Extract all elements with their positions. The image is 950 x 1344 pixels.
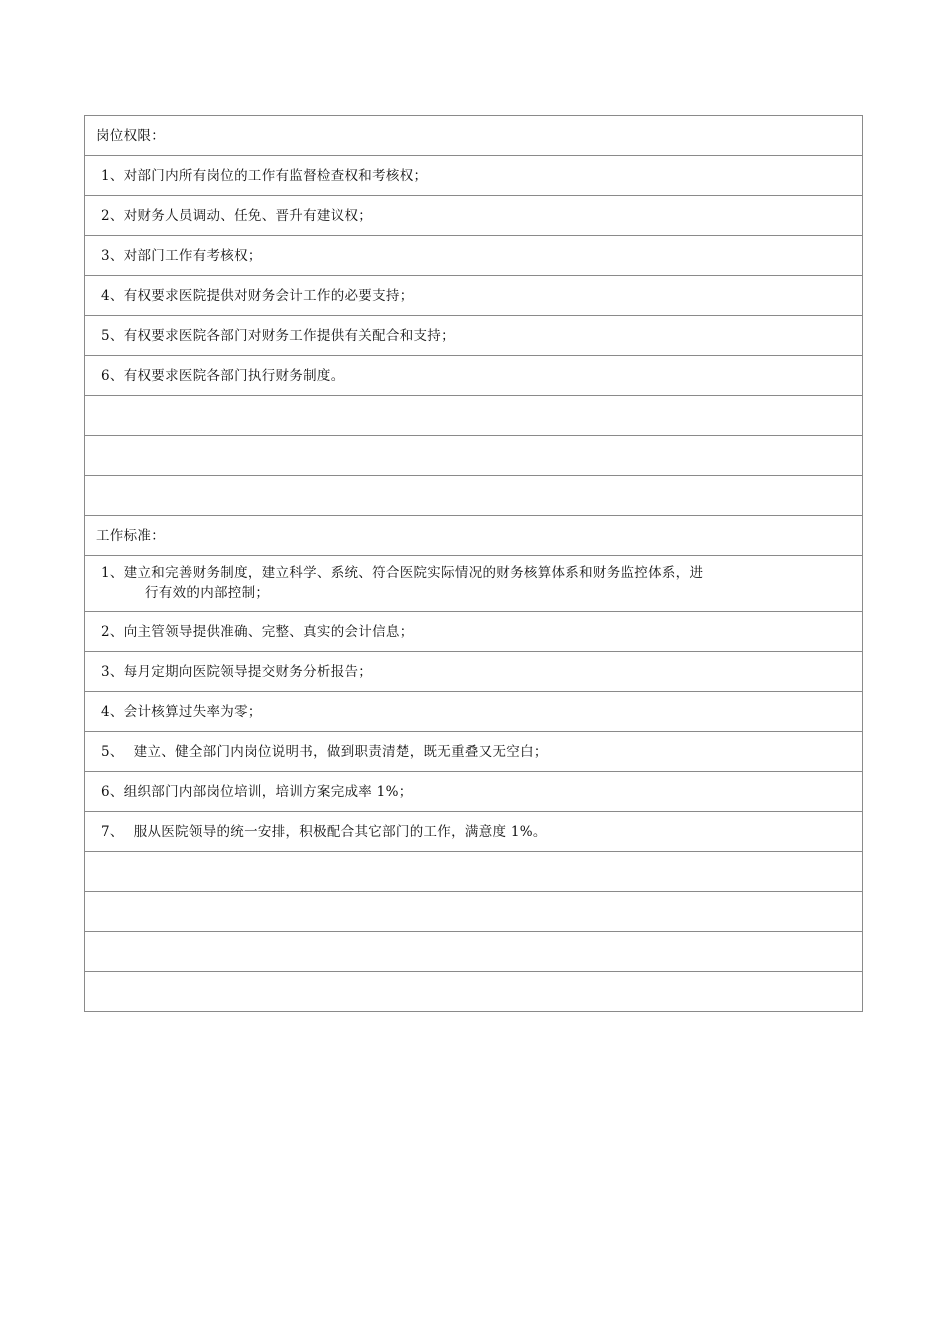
standards-item-7-text: 服从医院领导的统一安排，积极配合其它部门的工作，满意度 1%。 <box>133 823 547 840</box>
empty-row <box>85 476 863 516</box>
empty-cell <box>85 852 863 892</box>
empty-row <box>85 932 863 972</box>
standards-title: 工作标准： <box>85 516 863 556</box>
standards-item-6: 6、组织部门内部岗位培训，培训方案完成率 1%； <box>85 772 863 812</box>
table-row <box>85 732 863 772</box>
authority-header-row <box>85 116 863 156</box>
table-row <box>85 652 863 692</box>
empty-cell <box>85 932 863 972</box>
authority-item-5: 5、有权要求医院各部门对财务工作提供有关配合和支持； <box>85 316 863 356</box>
table-row <box>85 276 863 316</box>
standards-item-1 <box>85 556 863 612</box>
empty-row <box>85 396 863 436</box>
empty-row <box>85 852 863 892</box>
table-row <box>85 692 863 732</box>
standards-item-3: 3、每月定期向医院领导提交财务分析报告； <box>85 652 863 692</box>
table-row <box>85 812 863 852</box>
empty-cell <box>85 972 863 1012</box>
table-row <box>85 196 863 236</box>
empty-cell <box>85 892 863 932</box>
empty-row <box>85 972 863 1012</box>
table-row <box>85 772 863 812</box>
standards-header-row <box>85 516 863 556</box>
table-row <box>85 612 863 652</box>
standards-item-4: 4、会计核算过失率为零； <box>85 692 863 732</box>
empty-cell <box>85 476 863 516</box>
authority-title: 岗位权限： <box>85 116 863 156</box>
authority-item-2: 2、对财务人员调动、任免、晋升有建议权； <box>85 196 863 236</box>
standards-item-1-line-2: 行有效的内部控制； <box>145 585 270 601</box>
standards-item-7 <box>85 812 863 852</box>
standards-item-5 <box>85 732 863 772</box>
table-row <box>85 236 863 276</box>
standards-item-5-number: 5、 <box>101 743 124 760</box>
empty-row <box>85 436 863 476</box>
table-row <box>85 156 863 196</box>
empty-row <box>85 892 863 932</box>
standards-item-2: 2、向主管领导提供准确、完整、真实的会计信息； <box>85 612 863 652</box>
standards-item-5-text: 建立、健全部门内岗位说明书，做到职责清楚，既无重叠又无空白； <box>133 743 548 760</box>
table-row <box>85 316 863 356</box>
authority-item-4: 4、有权要求医院提供对财务会计工作的必要支持； <box>85 276 863 316</box>
table-row <box>85 556 863 612</box>
table-row <box>85 356 863 396</box>
standards-item-1-line-1: 1、建立和完善财务制度，建立科学、系统、符合医院实际情况的财务核算体系和财务监控体系，进 <box>101 565 704 581</box>
authority-item-6: 6、有权要求医院各部门执行财务制度。 <box>85 356 863 396</box>
authority-item-1: 1、对部门内所有岗位的工作有监督检查权和考核权； <box>85 156 863 196</box>
standards-item-7-number: 7、 <box>101 823 124 840</box>
job-description-table <box>84 115 863 1012</box>
empty-cell <box>85 396 863 436</box>
empty-cell <box>85 436 863 476</box>
authority-item-3: 3、对部门工作有考核权； <box>85 236 863 276</box>
